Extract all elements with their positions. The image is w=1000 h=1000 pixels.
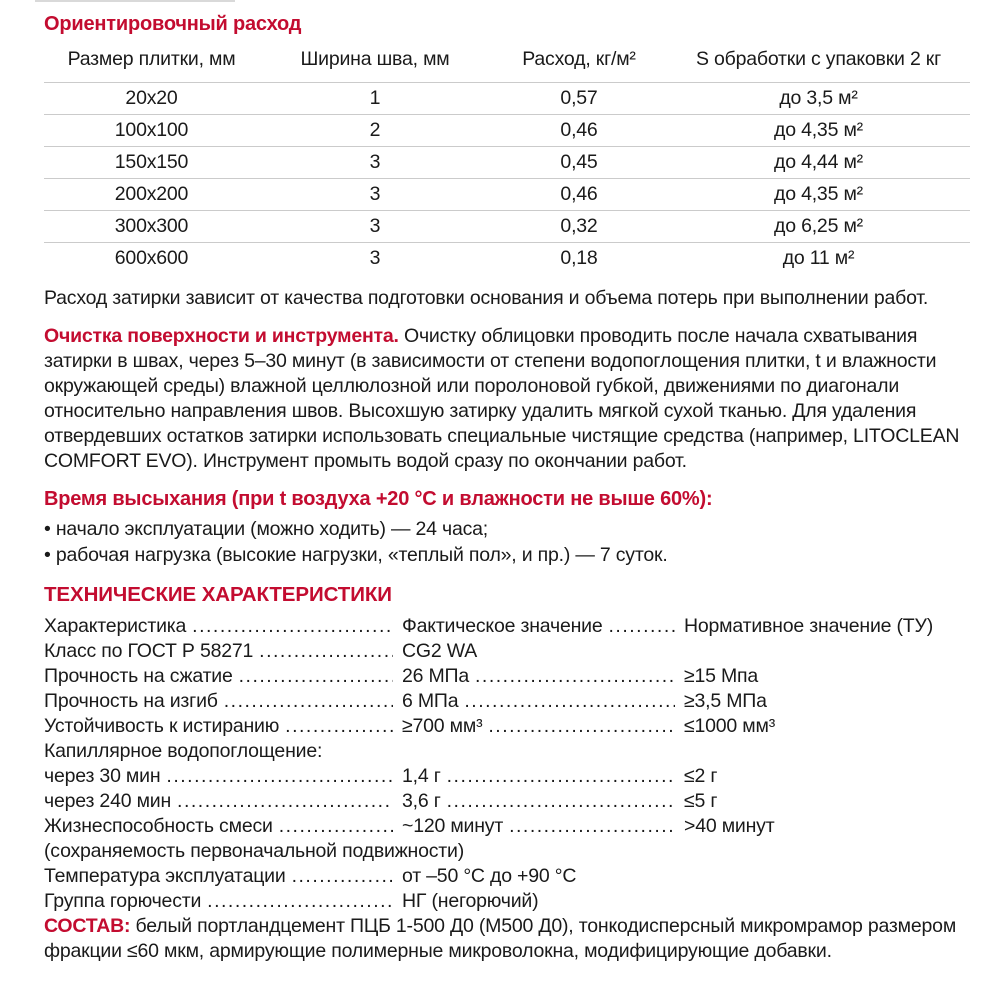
tech-label: через 240 мин [44,790,172,812]
cell-coverage: до 11 м² [667,243,970,275]
cell-seam-width: 1 [369,87,381,109]
tech-label: (сохраняемость первоначальной подвижности) [44,840,465,862]
tech-characteristics [44,614,972,914]
tech-actual: НГ (негорючий) [402,890,539,912]
composition-heading: СОСТАВ: [44,915,131,937]
dot-leader [166,764,393,789]
tech-actual: Фактическое значение [402,615,603,637]
cleaning-text: Очистку облицовки проводить после начала схватывания затирки в швах, через 5–30 минут (в зависимости от степени водопоглощения плитки, t и влажности окружающей среды) влажной целлюлозной или поролоновой губкой, движениями по диагонали относительно направления швов. Высохшую затирку удалить мягкой сухой тканью. Для удаления отвердевших остатков затирки использовать специальные чистящие средства (например, LITOCLEAN COMFORT EVO). Инструмент промыть водой сразу по окончании работ. [44,325,960,472]
tech-section-title: ТЕХНИЧЕСКИЕ ХАРАКТЕРИСТИКИ [44,583,392,606]
tech-actual: ≥700 мм³ [402,715,483,737]
consumption-table-header-row [44,45,970,83]
tech-row [44,739,972,764]
tech-norm: ≤5 г [684,790,718,812]
cell-rate: 0,45 [491,147,667,179]
cell-tile-size: 100x100 [44,115,259,147]
dot-leader [447,764,675,789]
cell-seam-width: 3 [259,179,491,211]
consumption-note: Расход затирки зависит от качества подготовки основания и объема потерь при выполнении работ. [44,287,929,309]
tech-label: Прочность на изгиб [44,690,218,712]
dot-leader [224,689,393,714]
cell-coverage: до 4,35 м² [667,179,970,211]
table-row [44,147,970,179]
tech-row [44,664,972,689]
top-edge-crop-artifact [35,0,235,2]
col-header-coverage: S обработки с упаковки 2 кг [667,45,970,83]
col-header-seam-width: Ширина шва, мм [259,45,491,83]
dot-leader [259,639,393,664]
col-header-tile-size: Размер плитки, мм [44,45,259,83]
tech-actual: 1,4 г [402,765,441,787]
table-row [44,243,970,275]
cell-rate: 0,46 [491,115,667,147]
composition-paragraph [44,914,972,964]
tech-norm: Нормативное значение (ТУ) [684,615,933,637]
tech-row [44,714,972,739]
tech-row [44,614,972,639]
tech-label: Температура эксплуатации [44,865,286,887]
tech-actual: ~120 минут [402,815,504,837]
table-row [44,179,970,211]
cell-coverage: до 3,5 м² [779,87,858,109]
cell-tile-size: 150x150 [44,147,259,179]
col-header-rate: Расход, кг/м² [491,45,667,83]
tech-actual: 26 МПа [402,665,470,687]
tech-label: Группа горючести [44,890,202,912]
cell-rate: 0,32 [491,211,667,243]
list-item: • начало эксплуатации (можно ходить) — 24 часа; [44,518,489,540]
cleaning-heading: Очистка поверхности и инструмента. [44,325,399,347]
cell-seam-width: 2 [259,115,491,147]
tech-norm: ≥15 Мпа [684,665,759,687]
drying-heading: Время высыхания (при t воздуха +20 °C и влажности не выше 60%): [44,488,713,510]
cell-tile-size: 300x300 [44,211,259,243]
table-row [44,115,970,147]
cell-seam-width: 3 [259,147,491,179]
dot-leader [279,814,393,839]
dot-leader [285,714,393,739]
cell-tile-size: 20x20 [125,87,178,109]
dot-leader [464,689,675,714]
consumption-table [44,45,970,274]
dot-leader [609,614,676,639]
tech-row [44,639,972,664]
drying-section [44,487,972,568]
tech-label: Капиллярное водопоглощение: [44,740,323,762]
table-row [44,211,970,243]
dot-leader [475,664,675,689]
tech-label: Жизнеспособность смеси [44,815,273,837]
dot-leader [192,614,393,639]
tech-label: Устойчивость к истиранию [44,715,280,737]
tech-actual: CG2 WA [402,640,478,662]
cell-tile-size: 200x200 [44,179,259,211]
tech-label: Прочность на сжатие [44,665,233,687]
tech-norm: >40 минут [684,815,775,837]
dot-leader [509,814,675,839]
dot-leader [292,864,393,889]
dot-leader [488,714,675,739]
consumption-section-title: Ориентировочный расход [44,13,302,35]
tech-label: Класс по ГОСТ Р 58271 [44,640,254,662]
dot-leader [239,664,393,689]
cell-rate: 0,18 [491,243,667,275]
tech-label: Характеристика [44,615,187,637]
cell-rate: 0,57 [560,87,598,109]
cell-seam-width: 3 [259,243,491,275]
cell-coverage: до 4,35 м² [667,115,970,147]
tech-row [44,814,972,839]
dot-leader [207,889,393,914]
cell-coverage: до 4,44 м² [667,147,970,179]
cell-rate: 0,46 [491,179,667,211]
tech-row [44,864,972,889]
tech-row [44,764,972,789]
dot-leader [447,789,675,814]
tech-norm: ≥3,5 МПа [684,690,767,712]
tech-label: через 30 мин [44,765,161,787]
cell-coverage: до 6,25 м² [667,211,970,243]
tech-actual: 3,6 г [402,790,441,812]
dot-leader [177,789,393,814]
tech-norm: ≤2 г [684,765,718,787]
cell-seam-width: 3 [259,211,491,243]
tech-norm: ≤1000 мм³ [684,715,776,737]
tech-actual: от –50 °C до +90 °C [402,865,577,887]
tech-actual: 6 МПа [402,690,459,712]
table-row [44,83,970,115]
cell-tile-size: 600x600 [44,243,259,275]
tech-row [44,789,972,814]
cleaning-paragraph [44,324,972,474]
tech-row [44,889,972,914]
composition-text: белый портландцемент ПЦБ 1-500 Д0 (М500 Д0), тонкодисперсный микромрамор размером фракции ≤60 мкм, армирующие полимерные микроволокна, модифицирующие добавки. [44,915,957,962]
tech-row [44,839,972,864]
list-item: • рабочая нагрузка (высокие нагрузки, «теплый пол», и пр.) — 7 суток. [44,544,668,566]
tech-row [44,689,972,714]
